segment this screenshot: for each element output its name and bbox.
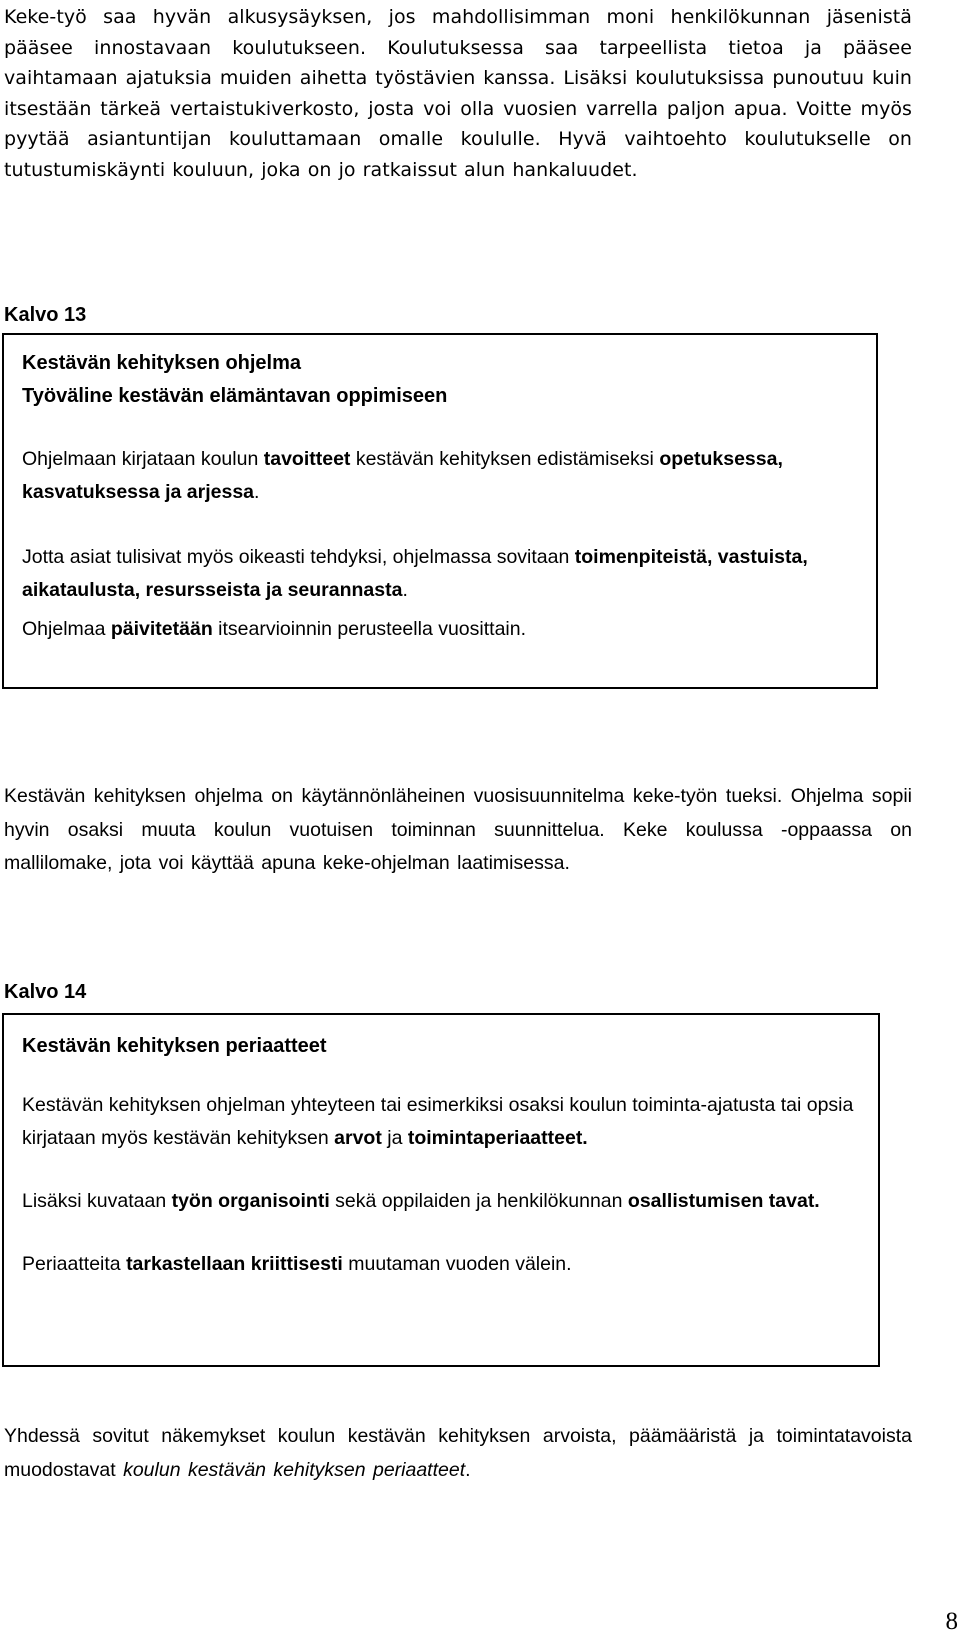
slide-13-subtitle: Työväline kestävän elämäntavan oppimiseen — [22, 385, 448, 407]
slide-14-box — [2, 1013, 880, 1367]
closing-paragraph: Yhdessä sovitut näkemykset koulun kestävän kehityksen arvoista, päämääristä ja toimintatavoista muodostavat koulun kestävän kehityksen periaatteet. — [4, 1425, 912, 1481]
slide-14-paragraph-organisation: Lisäksi kuvataan työn organisointi sekä oppilaiden ja henkilökunnan osallistumisen tavat. — [22, 1190, 820, 1212]
slide-13-paragraph-measures: Jotta asiat tulisivat myös oikeasti tehdyksi, ohjelmassa sovitaan toimenpiteistä, vastuista, aikataulusta, resursseista ja seurannasta. — [22, 546, 808, 601]
intro-paragraph: Keke-työ saa hyvän alkusysäyksen, jos mahdollisimman moni henkilökunnan jäsenistä pääsee innostavaan koulutukseen. Koulutuksessa saa tarpeellista tietoa ja pääsee vaihtamaan ajatuksia muiden aihetta työstävien kanssa. Lisäksi koulutuksissa punoutuu kuin itsestään tärkeä vertaistukiverkosto, josta voi olla vuosien varrella paljon apua. Voitte myös pyytää asiantuntijan kouluttamaan omalle koululle. Hyvä vaihtoehto koulutukselle on tutustumiskäynti kouluun, joka on jo ratkaissut alun hankaluudet. — [4, 6, 912, 181]
slide-14-paragraph-review: Periaatteita tarkastellaan kriittisesti muutaman vuoden välein. — [22, 1253, 572, 1275]
slide-14-title: Kestävän kehityksen periaatteet — [22, 1035, 327, 1057]
page-number: 8 — [945, 1608, 958, 1635]
slide-13-box — [2, 333, 878, 689]
slide-13-paragraph-update: Ohjelmaa päivitetään itsearvioinnin perusteella vuosittain. — [22, 618, 527, 640]
slide-13-heading: Kalvo 13 — [4, 304, 87, 326]
program-paragraph: Kestävän kehityksen ohjelma on käytännönläheinen vuosisuunnitelma keke-työn tueksi. Ohjelma sopii hyvin osaksi muuta koulun vuotuisen toiminnan suunnittelua. Keke koulussa -oppaassa on mallilomake, jota voi käyttää apuna keke-ohjelman laatimisessa. — [4, 785, 912, 874]
slide-13-paragraph-goals: Ohjelmaan kirjataan koulun tavoitteet kestävän kehityksen edistämiseksi opetuksessa, kasvatuksessa ja arjessa. — [22, 448, 783, 503]
slide-14-heading: Kalvo 14 — [4, 981, 87, 1003]
slide-14-paragraph-values: Kestävän kehityksen ohjelman yhteyteen tai esimerkiksi osaksi koulun toiminta-ajatusta tai opsia kirjataan myös kestävän kehityksen arvot ja toimintaperiaatteet. — [22, 1094, 854, 1149]
slide-13-title: Kestävän kehityksen ohjelma — [22, 352, 302, 374]
